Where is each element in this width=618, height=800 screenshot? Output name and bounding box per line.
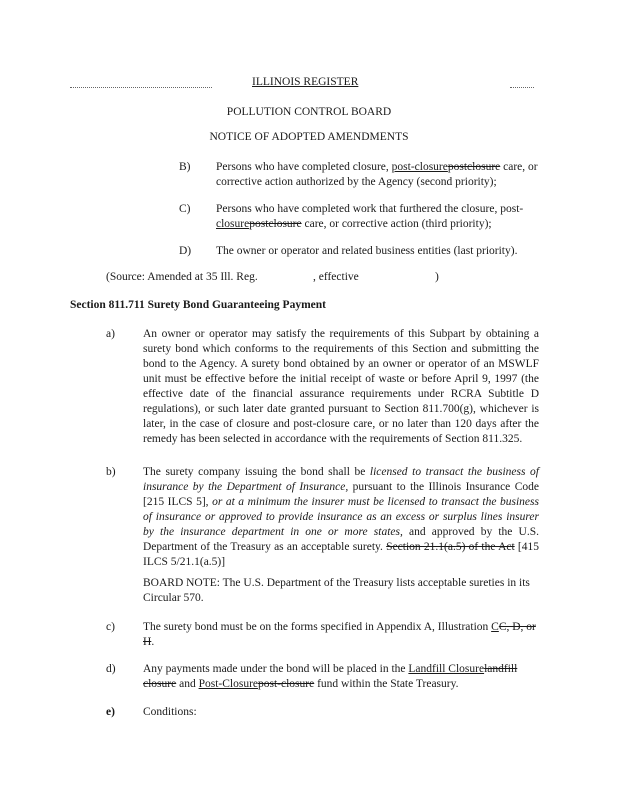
list-item-d-text: The owner or operator and related business entities (last priority).: [216, 245, 518, 257]
header-left-rule: [70, 87, 212, 88]
source-note-prefix: (Source: Amended at 35 Ill. Reg.: [106, 271, 258, 283]
list-item-d-label: D): [179, 245, 192, 257]
subsection-d-label: d): [106, 663, 116, 675]
source-note-suffix: ): [435, 271, 439, 283]
list-item-b-label: B): [179, 161, 191, 173]
header-right-rule: [510, 87, 534, 88]
subsection-b-text: The surety company issuing the bond shall be licensed to transact the business of insurance by the Department of Insurance, pursuant to the Illinois Insurance Code [215 ILCS 5], or at a minimum the insurer must be licensed to transact the business of insurance or approved to provide insurance as an excess or surplus lines insurer by the insurance department in one or more states, and approved by the U.S. Department of the Treasury as an acceptable surety. Section 21.1(a.5) of the Act [415 ILCS 5/21.1(a.5)]: [143, 466, 539, 568]
subsection-a-text: An owner or operator may satisfy the requirements of this Subpart by obtaining a surety bond which conforms to the requirements of this Section and submitting the bond to the Agency. A surety bond obtained by an owner or operator of an MSWLF unit must be effective before the initial receipt of waste or before April 9, 1997 (the effective date of the financial assurance requirements under RCRA Subtitle D regulations), or such later date granted pursuant to Section 811.700(g), whichever is later, in the case of closure and post-closure care, or no later than 120 days after the remedy has been selected in accordance with the requirements of Section 811.325.: [143, 328, 539, 445]
subsection-a-label: a): [106, 328, 115, 340]
subsection-c-text: The surety bond must be on the forms specified in Appendix A, Illustration CC, D, or H.: [143, 621, 536, 648]
subsection-d-text: Any payments made under the bond will be placed in the Landfill Closurelandfill closure and Post-Closurepost-closure fund within the State Treasury.: [143, 663, 518, 690]
board-note: BOARD NOTE: The U.S. Department of the Treasury lists acceptable sureties in its Circular 570.: [143, 577, 530, 604]
list-item-c-text: Persons who have completed work that furthered the closure, post-closurepostclosure care, or corrective action (third priority);: [216, 203, 524, 230]
list-item-c-label: C): [179, 203, 191, 215]
subsection-c-label: c): [106, 621, 115, 633]
notice-title: NOTICE OF ADOPTED AMENDMENTS: [209, 131, 409, 143]
subsection-e-text: Conditions:: [143, 706, 197, 718]
subsection-b-label: b): [106, 466, 116, 478]
subsection-e-label: e): [106, 706, 115, 718]
list-item-b-text: Persons who have completed closure, post-closurepostclosure care, or corrective action authorized by the Agency (second priority);: [216, 161, 538, 188]
source-note-effective: , effective: [313, 271, 359, 283]
section-heading: Section 811.711 Surety Bond Guaranteeing Payment: [70, 299, 326, 311]
board-title: POLLUTION CONTROL BOARD: [226, 106, 392, 118]
register-title: ILLINOIS REGISTER: [252, 76, 359, 88]
